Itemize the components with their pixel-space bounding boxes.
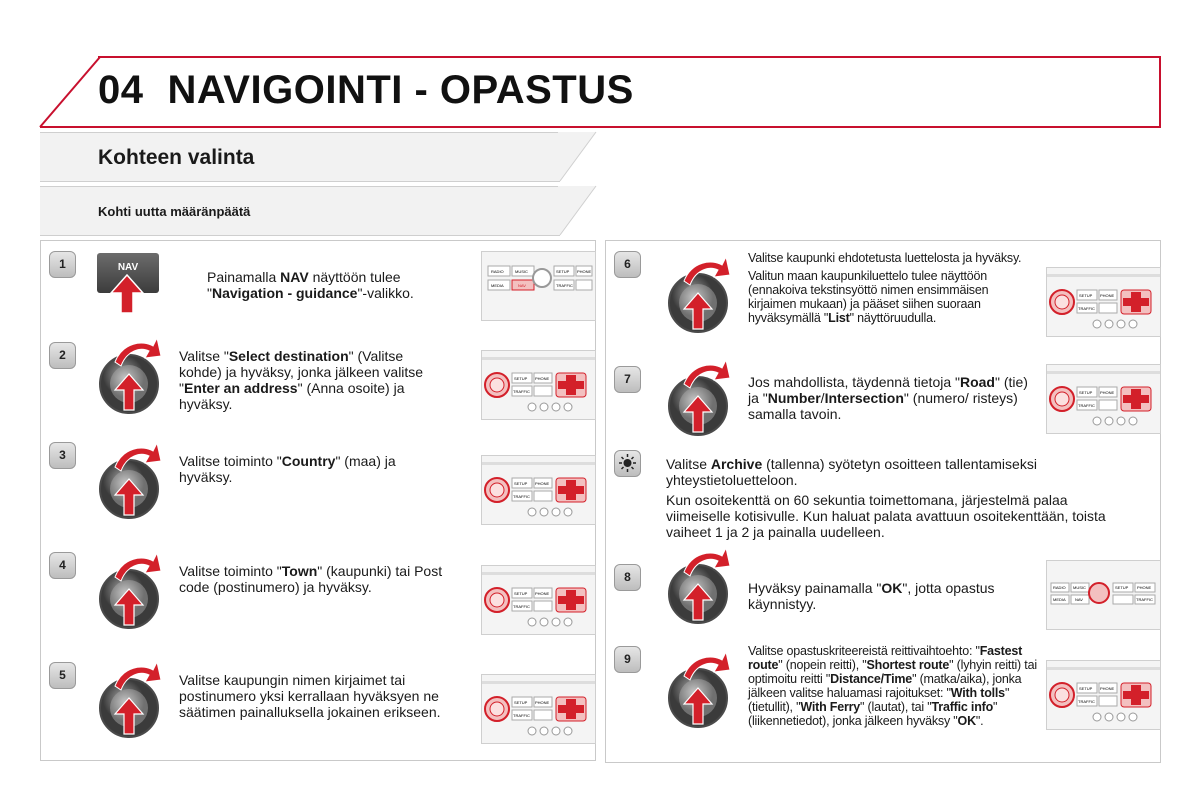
bold-term: Distance/Time [830,672,913,686]
knob-panel-graphic [1047,661,1160,729]
text-run: " (tietullit), " [748,686,1010,714]
svg-text:SETUP: SETUP [1079,293,1093,298]
knob-arrow-graphic [666,356,736,436]
press-arrow-graphic [107,273,147,313]
tip-lightbulb-icon [614,450,641,477]
nav-panel-graphic [482,252,595,320]
rotary-knob-icon [97,549,167,629]
svg-text:SETUP: SETUP [1115,585,1129,590]
step-paragraph: Valitse kaupunki ehdotetusta luettelosta ja hyväksy. [748,251,1022,265]
svg-text:RADIO: RADIO [491,269,504,274]
rotary-knob-icon [666,253,736,333]
svg-text:TRAFFIC: TRAFFIC [513,389,530,394]
bold-term: Enter an address [183,380,298,396]
step-panel-8 [605,554,1161,637]
bold-term: List [828,311,850,325]
step-text [179,453,449,485]
knob-arrow-graphic [666,253,736,333]
text-run: " (liikennetiedot), jonka jälkeen hyväksy " [748,700,998,728]
step-panel-7 [605,356,1161,441]
bold-term: Town [281,563,318,579]
bold-term: Navigation - guidance [211,285,358,301]
control-panel-thumbnail [481,251,596,321]
knob-panel-graphic [482,566,595,634]
svg-text:NAV: NAV [518,283,526,288]
text-run: Valitun maan kaupunkiluettelo tulee näyttöön (ennakoiva tekstinsyöttö nimen ensimmäisen kirjaimen mukaan) ja pääset siihen suoraan hyväksymällä " [748,269,989,325]
bold-term: Select destination [228,348,349,364]
svg-text:MEDIA: MEDIA [1053,597,1066,602]
section-box-diagonal [558,131,598,183]
header-bottom-rule [40,126,1161,128]
rotary-knob-icon [666,544,736,624]
svg-text:SETUP: SETUP [514,376,528,381]
knob-arrow-graphic [666,544,736,624]
svg-text:NAV: NAV [1075,597,1083,602]
bold-term: Country [281,453,336,469]
text-run: Jos mahdollista, täydennä tietoja " [748,374,960,390]
svg-text:TRAFFIC: TRAFFIC [513,604,530,609]
header-diagonal [38,55,102,129]
header-right-rule [1159,56,1161,128]
knob-panel-graphic [482,456,595,524]
tip-panel [605,440,1161,555]
ok-panel-graphic [1047,561,1160,629]
text-run: " (Anna osoite) ja hyväksy. [179,380,405,412]
knob-arrow-graphic [97,334,167,414]
chapter-title: NAVIGOINTI - OPASTUS [167,68,634,112]
control-panel-thumbnail [1046,660,1161,730]
step-number-badge: 4 [49,552,76,579]
tip-paragraph: Kun osoitekenttä on 60 sekuntia toimettomana, järjestelmä palaa viimeiselle kotisivulle. Kun haluat palata avattuun osoitekenttään, toista vaiheet 1 ja 2 ja painalla uudelleen. [666,492,1106,540]
step-paragraph [748,269,1038,325]
knob-arrow-graphic [666,648,736,728]
step-panel-2 [40,332,596,433]
text-run: Valitse [666,456,711,472]
svg-text:PHONE: PHONE [535,700,550,705]
step-number-badge: 5 [49,662,76,689]
header-top-rule [98,56,1161,58]
knob-panel-graphic [1047,365,1160,433]
step-text [179,348,449,412]
step-text [748,644,1038,728]
control-panel-thumbnail [481,674,596,744]
step-number-badge: 6 [614,251,641,278]
text-run: Hyväksy painamalla " [748,580,882,596]
svg-text:TRAFFIC: TRAFFIC [1078,403,1095,408]
step-number-badge: 3 [49,442,76,469]
text-run: " [207,285,212,301]
page-title [98,68,634,113]
svg-text:TRAFFIC: TRAFFIC [556,283,573,288]
svg-text:PHONE: PHONE [535,376,550,381]
step-number-badge: 8 [614,564,641,591]
rotary-knob-icon [666,356,736,436]
text-run: " (maa) ja hyväksy. [179,453,396,485]
text-run: ". [975,714,984,728]
text-run: / [820,390,825,406]
bold-term: NAV [280,269,309,285]
step-panel-6 [605,240,1161,358]
svg-text:MUSIC: MUSIC [515,269,528,274]
text-run: Painamalla [207,269,281,285]
text-run: " (matka/aika), jonka jälkeen valitse haluamasi rajoitukset: " [748,672,1022,700]
bold-term: Road [959,374,995,390]
step-number-badge: 9 [614,646,641,673]
rotary-knob-icon [97,439,167,519]
bold-term: Fastest route [748,644,1023,672]
tip-paragraph [666,456,1136,488]
bold-term: Number [767,390,821,406]
text-run: " (nopein reitti), " [778,658,867,672]
text-run: Valitse toiminto " [179,563,282,579]
text-run: " (lyhyin reitti) tai optimoitu reitti " [748,658,1037,686]
step-panel-4 [40,542,596,653]
rotary-knob-icon [97,658,167,738]
svg-text:PHONE: PHONE [1100,390,1115,395]
step-number-badge: 1 [49,251,76,278]
step-number-badge: 2 [49,342,76,369]
step-panel-1 [40,240,596,334]
step-text [207,269,467,301]
svg-text:PHONE: PHONE [1100,293,1115,298]
step-text [748,251,1038,329]
control-panel-thumbnail [481,350,596,420]
svg-text:MUSIC: MUSIC [1073,585,1086,590]
text-run: Valitse " [179,348,229,364]
svg-text:PHONE: PHONE [535,591,550,596]
control-panel-thumbnail [1046,267,1161,337]
step-text [179,563,449,595]
text-run: Valitse toiminto " [179,453,282,469]
section-title: Kohteen valinta [98,146,255,169]
step-panel-9 [605,636,1161,763]
text-run: "-valikko. [357,285,414,301]
svg-text:PHONE: PHONE [1100,686,1115,691]
text-run: näyttöön tulee [308,269,401,285]
control-panel-thumbnail [481,455,596,525]
svg-text:TRAFFIC: TRAFFIC [513,494,530,499]
step-text [748,374,1042,422]
bold-term: With Ferry [800,700,861,714]
step-text [179,672,449,720]
control-panel-thumbnail [1046,560,1161,630]
bold-term: Intersection [824,390,904,406]
nav-button-icon [97,253,159,293]
svg-text:SETUP: SETUP [1079,686,1093,691]
svg-text:PHONE: PHONE [577,269,592,274]
svg-text:TRAFFIC: TRAFFIC [1078,699,1095,704]
text-run: Valitse opastuskriteereistä reittivaihtoehto: " [748,644,980,658]
knob-arrow-graphic [97,658,167,738]
chapter-number: 04 [98,68,144,112]
step-panel-5 [40,652,596,761]
svg-text:SETUP: SETUP [556,269,570,274]
svg-text:SETUP: SETUP [1079,390,1093,395]
bold-term: OK [957,714,976,728]
nav-label: NAV [117,262,139,273]
text-run: " (numero/ risteys) samalla tavoin. [748,390,1018,422]
svg-text:MEDIA: MEDIA [491,283,504,288]
tip-text [666,456,1136,544]
subsection-box-diagonal [558,185,598,237]
text-run: " (kaupunki) tai Post code (postinumero) ja hyväksy. [179,563,443,595]
text-run: " näyttöruudulla. [849,311,937,325]
text-run: Valitse kaupungin nimen kirjaimet tai postinumero yksi kerrallaan hyväksyen ne säätimen painalluksella jokainen erikseen. [179,672,441,720]
svg-text:SETUP: SETUP [514,591,528,596]
bold-term: Traffic info [931,700,994,714]
svg-text:PHONE: PHONE [1137,585,1152,590]
step-text [748,580,1038,612]
knob-arrow-graphic [97,439,167,519]
svg-text:TRAFFIC: TRAFFIC [513,713,530,718]
svg-text:TRAFFIC: TRAFFIC [1078,306,1095,311]
rotary-knob-icon [97,334,167,414]
knob-panel-graphic [482,351,595,419]
subsection-title: Kohti uutta määränpäätä [98,204,251,219]
bold-term: With tolls [950,686,1005,700]
text-run: (tallenna) syötetyn osoitteen tallentamiseksi yhteystietoluetteloon. [666,456,1037,488]
knob-panel-graphic [1047,268,1160,336]
svg-text:TRAFFIC: TRAFFIC [1136,597,1153,602]
bold-term: Shortest route [866,658,950,672]
bold-term: Archive [710,456,763,472]
text-run: ", jotta opastus käynnistyy. [748,580,995,612]
text-run: " (Valitse kohde) ja hyväksy, jonka jälkeen valitse " [179,348,424,396]
svg-text:PHONE: PHONE [535,481,550,486]
control-panel-thumbnail [481,565,596,635]
knob-arrow-graphic [97,549,167,629]
svg-text:SETUP: SETUP [514,481,528,486]
text-run: " (lautat), tai " [860,700,932,714]
step-panel-3 [40,432,596,543]
bold-term: OK [881,580,903,596]
lightbulb-graphic [615,451,640,476]
svg-text:SETUP: SETUP [514,700,528,705]
step-number-badge: 7 [614,366,641,393]
svg-text:RADIO: RADIO [1053,585,1066,590]
rotary-knob-icon [666,648,736,728]
control-panel-thumbnail [1046,364,1161,434]
text-run: " (tie) ja " [748,374,1028,406]
knob-panel-graphic [482,675,595,743]
